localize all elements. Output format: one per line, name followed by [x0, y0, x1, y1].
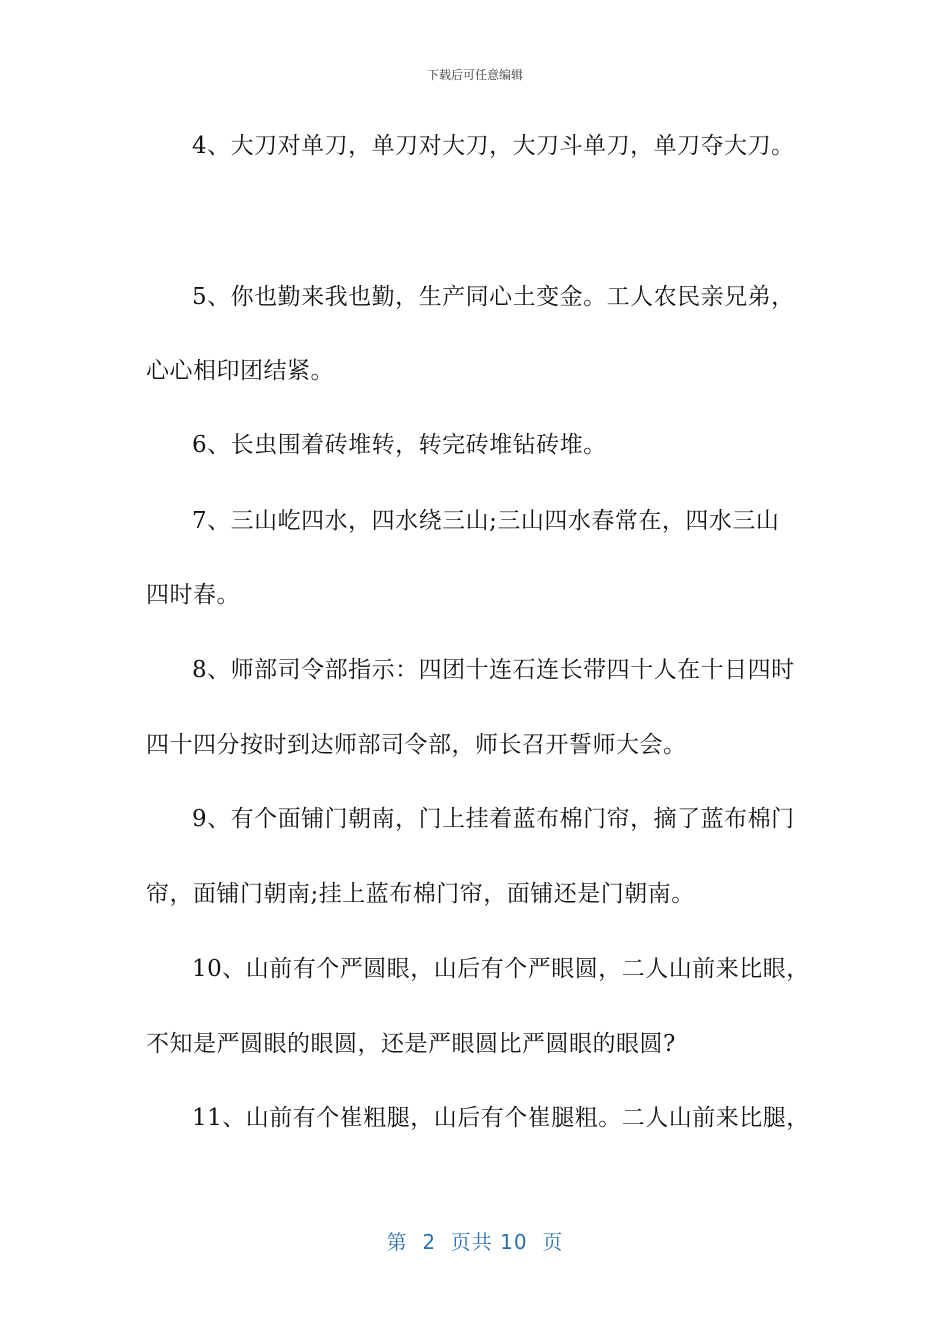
page-number-footer: 第 2 页共 10 页 [386, 1230, 564, 1254]
paragraph-5: 5、你也勤来我也勤，生产同心土变金。工人农民亲兄弟， [192, 284, 795, 310]
page-header: 下载后可任意编辑 [426, 68, 523, 82]
paragraph-10-cont: 不知是严圆眼的眼圆，还是严眼圆比严圆眼的眼圆? [146, 1031, 676, 1057]
paragraph-9-cont: 帘，面铺门朝南;挂上蓝布棉门帘，面铺还是门朝南。 [146, 881, 695, 907]
paragraph-8: 8、师部司令部指示：四团十连石连长带四十人在十日四时 [192, 657, 795, 683]
paragraph-7-cont: 四时春。 [146, 582, 240, 608]
paragraph-8-cont: 四十四分按时到达师部司令部，师长召开誓师大会。 [146, 732, 687, 758]
paragraph-9: 9、有个面铺门朝南，门上挂着蓝布棉门帘，摘了蓝布棉门 [192, 806, 795, 832]
paragraph-11: 11、山前有个崔粗腿，山后有个崔腿粗。二人山前来比腿， [192, 1105, 810, 1131]
paragraph-7: 7、三山屹四水，四水绕三山;三山四水春常在，四水三山 [192, 508, 780, 534]
paragraph-5-cont: 心心相印团结紧。 [146, 358, 334, 384]
paragraph-6: 6、长虫围着砖堆转，转完砖堆钻砖堆。 [192, 432, 607, 458]
paragraph-10: 10、山前有个严圆眼，山后有个严眼圆，二人山前来比眼， [192, 956, 810, 982]
paragraph-4: 4、大刀对单刀，单刀对大刀，大刀斗单刀，单刀夺大刀。 [192, 133, 795, 159]
